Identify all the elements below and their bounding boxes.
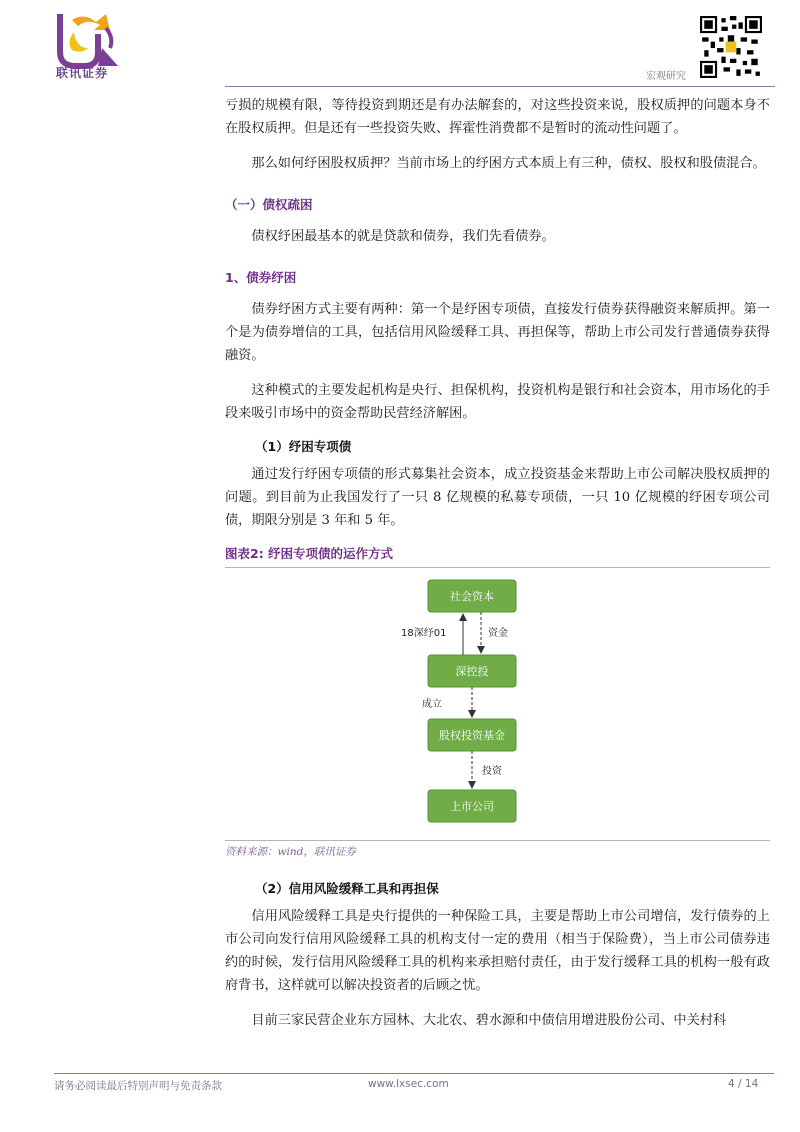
section-label: 宏观研究 bbox=[646, 71, 686, 82]
footer-website: www.lxsec.com bbox=[368, 1078, 449, 1090]
header-divider bbox=[225, 86, 775, 87]
flow-diagram-svg bbox=[225, 568, 770, 840]
label-funds: 资金 bbox=[488, 628, 508, 639]
section-heading: （一）债权疏困 bbox=[225, 197, 313, 212]
page-number: 4 / 14 bbox=[728, 1078, 759, 1090]
figure-source: 资料来源：wind，联讯证券 bbox=[225, 840, 770, 859]
paragraph: 目前三家民营企业东方园林、大北农、碧水源和中债信用增进股份公司、中关村科 bbox=[251, 1013, 727, 1028]
qr-code-icon bbox=[700, 16, 762, 78]
paragraph: 信用风险缓释工具是央行提供的一种保险工具，主要是帮助上市公司增信，发行债券的上市公司向发行信用风险缓释工具的机构支付一定的费用（相当于保险费），当上市公司债券违约的时候，发行信用风险缓释工具的机构来承担赔付责任，由于发行缓释工具的机构一般有政府背书，这样就可以解决投资者的后顾之忧。 bbox=[225, 909, 770, 993]
label-bond-code: 18深纾01 bbox=[401, 628, 447, 639]
paragraph: 通过发行纾困专项债的形式募集社会资本，成立投资基金来帮助上市公司解决股权质押的问题。到目前为止我国发行了一只 8 亿规模的私募专项债，一只 10 亿规模的纾困专项公司债，期限分别是 3 年和 5 年。 bbox=[225, 467, 770, 528]
box-equity-fund-label: 股权投资基金 bbox=[439, 729, 505, 742]
box-shenkongtou-label: 深控投 bbox=[455, 665, 489, 678]
sub-heading: （2）信用风险缓释工具和再担保 bbox=[255, 881, 439, 896]
paragraph: 这种模式的主要发起机构是央行、担保机构，投资机构是银行和社会资本，用市场化的手段来吸引市场中的资金帮助民营经济解困。 bbox=[225, 383, 770, 421]
logo-text: 联讯证券 bbox=[56, 66, 109, 80]
label-invest: 投资 bbox=[482, 766, 502, 777]
paragraph: 那么如何纾困股权质押？当前市场上的纾困方式本质上有三种，债权、股权和股债混合。 bbox=[251, 156, 766, 171]
paragraph: 债权纾困最基本的就是贷款和债券，我们先看债券。 bbox=[251, 229, 555, 244]
figure-title: 图表2: 纾困专项债的运作方式 bbox=[225, 544, 770, 568]
paragraph: 债券纾困方式主要有两种：第一个是纾困专项债，直接发行债券获得融资来解质押。第一个是为债券增信的工具，包括信用风险缓释工具、再担保等，帮助上市公司发行普通债券获得融资。 bbox=[225, 302, 770, 363]
footer-divider bbox=[54, 1073, 774, 1074]
paragraph: 亏损的规模有限，等待投资到期还是有办法解套的，对这些投资来说，股权质押的问题本身不在股权质押。但是还有一些投资失败、挥霍性消费都不是暂时的流动性问题了。 bbox=[225, 98, 770, 136]
main-content bbox=[225, 94, 770, 1044]
box-social-capital-label: 社会资本 bbox=[450, 590, 494, 603]
box-listed-company-label: 上市公司 bbox=[450, 800, 494, 813]
sub-heading: （1）纾困专项债 bbox=[255, 439, 352, 454]
page-header bbox=[0, 0, 800, 90]
label-establish: 成立 bbox=[422, 699, 442, 710]
flow-diagram bbox=[225, 568, 770, 840]
footer-disclaimer: 请务必阅读最后特别声明与免责条款 bbox=[54, 1080, 222, 1092]
subsection-heading: 1、债券纾困 bbox=[225, 270, 297, 285]
